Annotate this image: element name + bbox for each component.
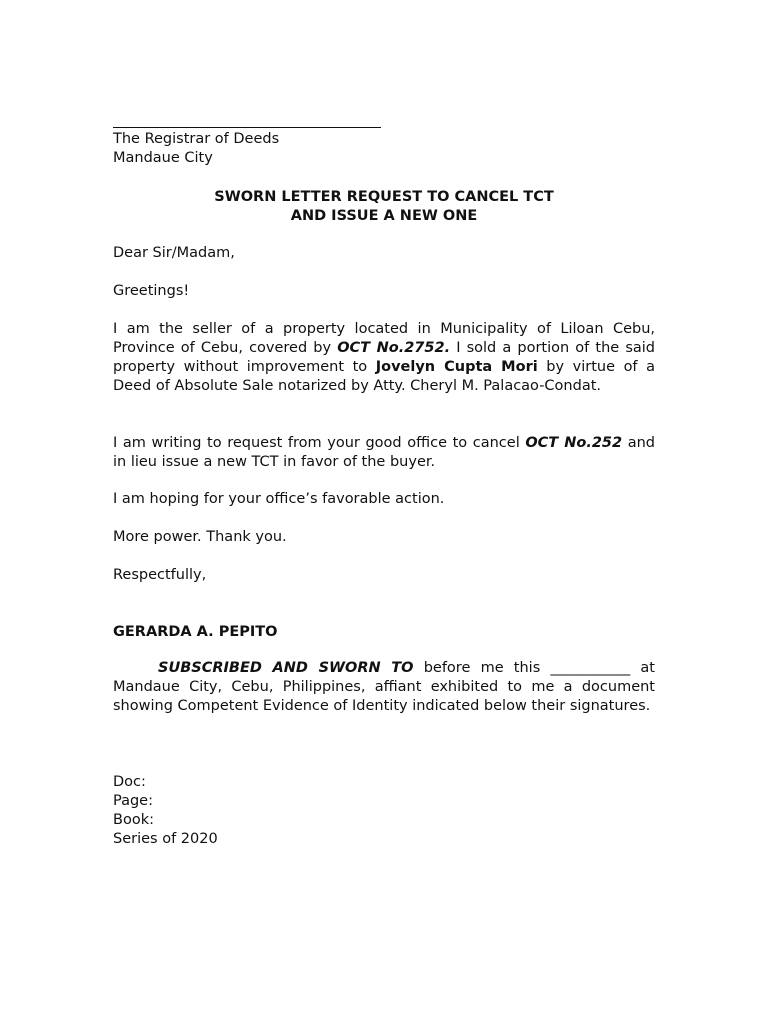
paragraph-request-text-b: and in lieu issue a new TCT in favor of the buyer.	[113, 435, 656, 470]
addressee-name: The Registrar of Deeds	[113, 131, 280, 147]
jurat-lead: SUBSCRIBED AND SWORN TO	[158, 660, 414, 676]
paragraph-hoping: I am hoping for your office’s favorable action.	[113, 491, 445, 507]
notarial-series: Series of 2020	[113, 831, 218, 847]
signatory-name: GERARDA A. PEPITO	[113, 624, 278, 640]
paragraph-sale-text-b: I sold a portion of the said property without improvement to	[113, 340, 655, 375]
paragraph-thanks: More power. Thank you.	[113, 529, 287, 545]
paragraph-sale	[113, 320, 655, 396]
paragraph-request-text-a: I am writing to request from your good office to cancel	[113, 435, 526, 451]
paragraph-request	[113, 434, 655, 472]
addressee-block	[113, 130, 655, 168]
letter-title	[113, 188, 655, 226]
addressee-blank-line	[113, 127, 381, 128]
notarial-details	[113, 773, 655, 849]
paragraph-sale-text-c: by virtue of a Deed of Absolute Sale notarized by Atty. Cheryl M. Palacao-Condat.	[113, 359, 655, 394]
oct-number-252: OCT No.252	[525, 435, 623, 451]
paragraph-sale-text-a: I am the seller of a property located in Municipality of Liloan Cebu, Province of Cebu, covered by	[113, 321, 655, 356]
greeting: Greetings!	[113, 283, 190, 299]
notarial-doc: Doc:	[113, 774, 146, 790]
notarial-page: Page:	[113, 793, 153, 809]
salutation: Dear Sir/Madam,	[113, 245, 235, 261]
closing: Respectfully,	[113, 567, 207, 583]
notarial-book: Book:	[113, 812, 154, 828]
jurat-paragraph	[113, 659, 655, 716]
jurat-text: before me this ___________ at Mandaue City, Cebu, Philippines, affiant exhibited to me a document showing Competent Evidence of Identity indicated below their signatures.	[113, 660, 655, 714]
oct-number-2752: OCT No.2752.	[337, 340, 451, 356]
addressee-city: Mandaue City	[113, 150, 213, 166]
buyer-name: Jovelyn Cupta Mori	[375, 359, 538, 375]
title-line-2: AND ISSUE A NEW ONE	[290, 208, 478, 224]
title-line-1: SWORN LETTER REQUEST TO CANCEL TCT	[214, 189, 554, 205]
